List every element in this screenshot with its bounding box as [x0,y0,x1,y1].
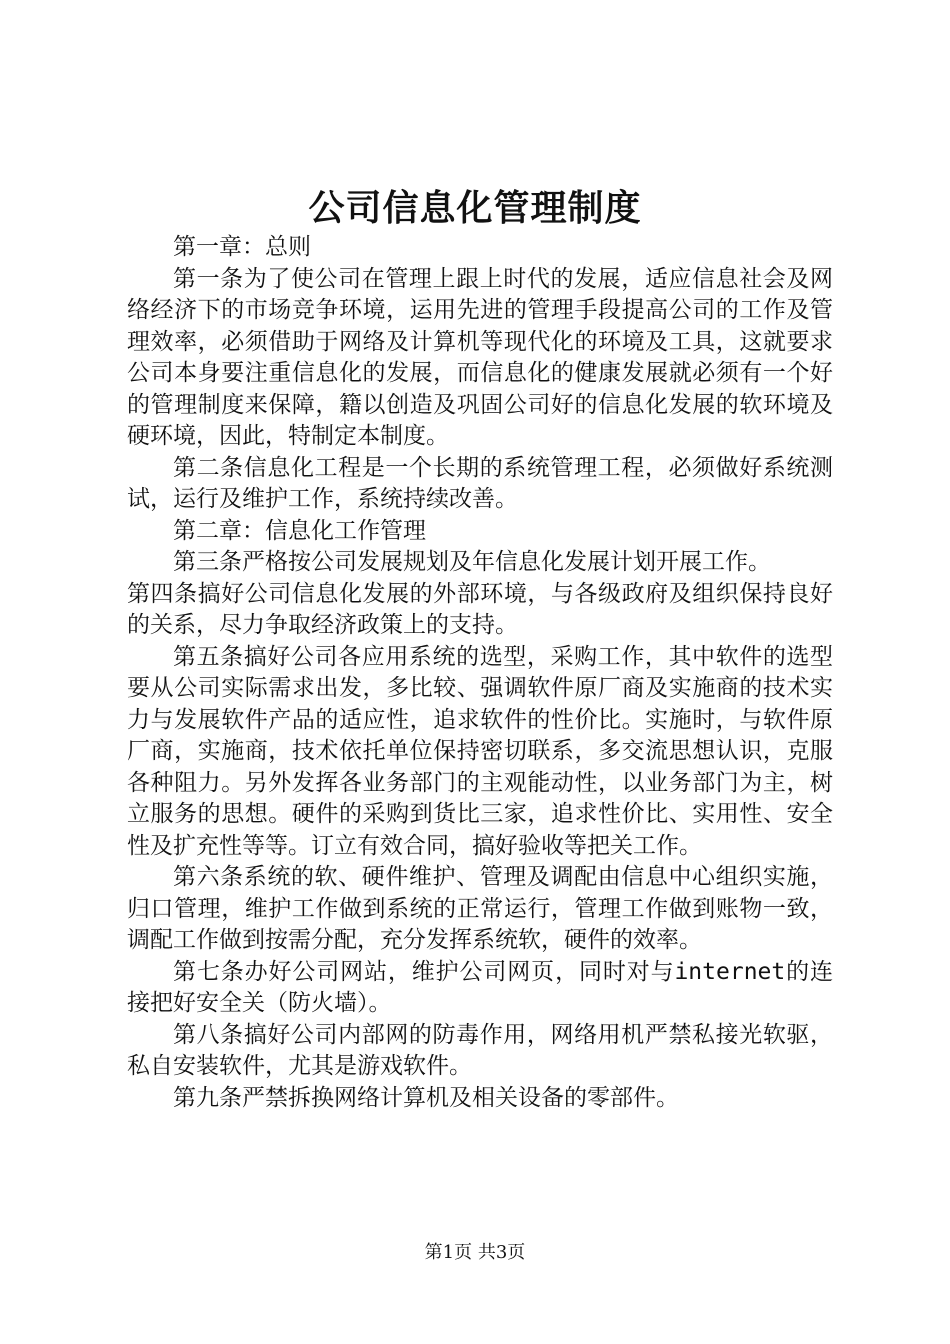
chapter-heading: 第一章：总则 [173,234,311,260]
document-title: 公司信息化管理制度 [308,187,642,229]
article-paragraph: 第八条搞好公司内部网的防毒作用，网络用机严禁私接光软驱，私自安装软件，尤其是游戏软件。 [127,1021,833,1079]
document-body [127,232,833,1114]
article-paragraph: 第五条搞好公司各应用系统的选型，采购工作，其中软件的选型要从公司实际需求出发，多比较、强调软件原厂商及实施商的技术实力与发展软件产品的适应性，追求软件的性价比。实施时，与软件原厂商，实施商，技术依托单位保持密切联系，多交流思想认识，克服各种阻力。另外发挥各业务部门的主观能动性，以业务部门为主，树立服务的思想。硬件的采购到货比三家，追求性价比、实用性、安全性及扩充性等等。订立有效合同，搞好验收等把关工作。 [127,643,833,859]
article-paragraph: 第一条为了使公司在管理上跟上时代的发展，适应信息社会及网络经济下的市场竞争环境，运用先进的管理手段提高公司的工作及管理效率，必须借助于网络及计算机等现代化的环境及工具，这就要求公司本身要注重信息化的发展，而信息化的健康发展就必须有一个好的管理制度来保障，籍以创造及巩固公司好的信息化发展的软环境及硬环境，因此，特制定本制度。 [127,265,833,449]
chapter-heading: 第二章：信息化工作管理 [173,517,426,544]
article-paragraph: 第七条办好公司网站，维护公司网页，同时对与internet的连接把好安全关（防火墙）。 [127,958,833,1016]
article-paragraph: 第四条搞好公司信息化发展的外部环境，与各级政府及组织保持良好的关系，尽力争取经济政策上的支持。 [127,580,833,638]
article-paragraph: 第三条严格按公司发展规划及年信息化发展计划开展工作。 [173,549,771,575]
article-paragraph: 第二条信息化工程是一个长期的系统管理工程，必须做好系统测试，运行及维护工作，系统持续改善。 [127,454,833,512]
article-paragraph: 第六条系统的软、硬件维护、管理及调配由信息中心组织实施，归口管理，维护工作做到系统的正常运行，管理工作做到账物一致，调配工作做到按需分配，充分发挥系统软，硬件的效率。 [127,864,833,953]
page-footer: 第1页 共3页 [424,1242,526,1263]
article-paragraph: 第九条严禁拆换网络计算机及相关设备的零部件。 [173,1084,679,1111]
